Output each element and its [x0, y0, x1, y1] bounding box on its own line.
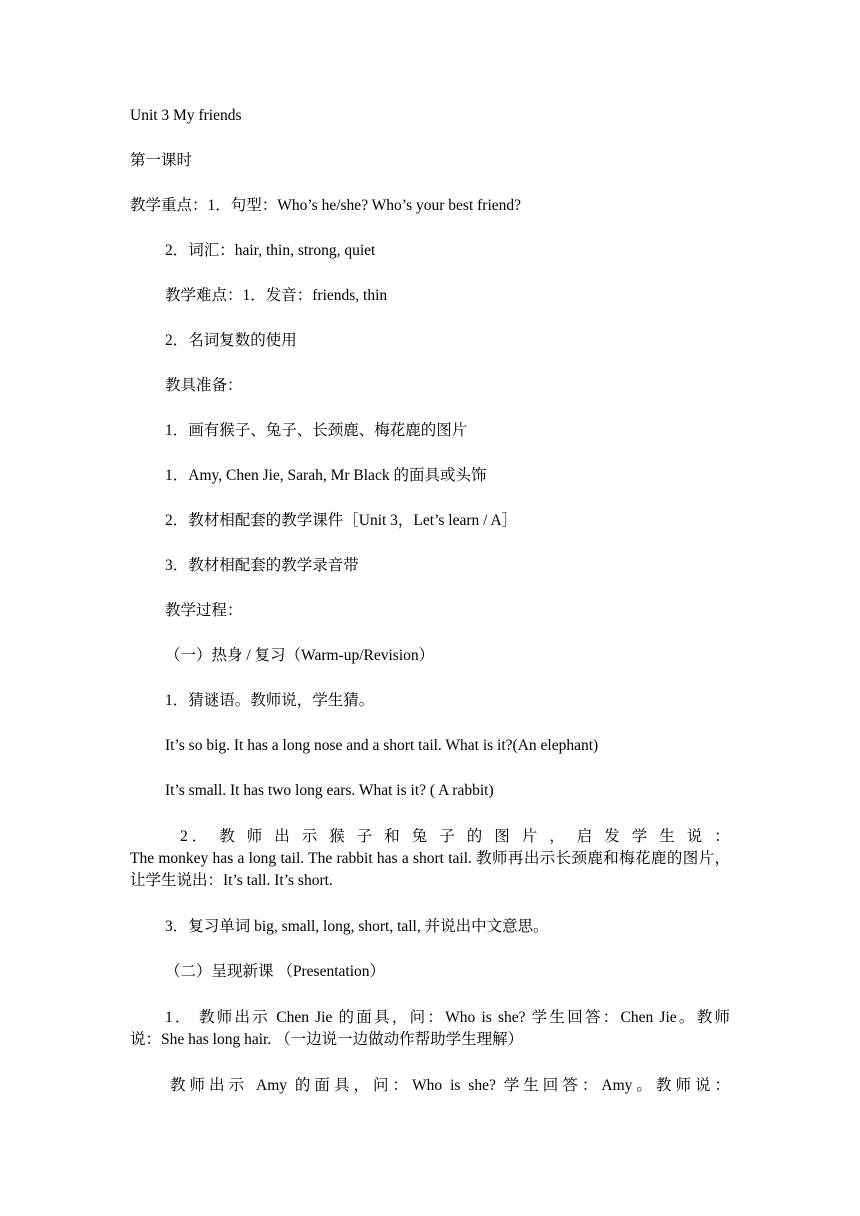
prep-item-3: 2．教材相配套的教学课件［Unit 3，Let’s learn / A］	[165, 512, 518, 529]
paragraph-chenjie-first-line: 1． 教师出示 Chen Jie 的面具，问：Who is she? 学生回答：Chen Jie。教师	[165, 1009, 730, 1026]
riddle-intro: 1．猜谜语。教师说，学生猜。	[165, 692, 375, 709]
paragraph-pictures-first-line: 2． 教 师 出 示 猴 子 和 兔 子 的 图 片 ， 启 发 学 生 说 ：	[180, 828, 730, 845]
section-warmup-heading: （一）热身 / 复习（Warm-up/Revision）	[165, 647, 435, 664]
prep-heading: 教具准备：	[165, 377, 243, 394]
document-title: Unit 3 My friends	[130, 107, 242, 124]
prep-item-4: 3．教材相配套的教学录音带	[165, 557, 359, 574]
paragraph-pictures-rest: The monkey has a long tail. The rabbit has a short tail. 教师再出示长颈鹿和梅花鹿的图片，让学生说出：It’s tall. It’s short.	[130, 850, 730, 889]
paragraph-chenjie-rest: 说：She has long hair. （一边说一边做动作帮助学生理解）	[130, 1031, 524, 1048]
paragraph-pictures	[130, 826, 730, 892]
prep-item-2: 1．Amy, Chen Jie, Sarah, Mr Black 的面具或头饰	[165, 467, 487, 484]
lesson-label: 第一课时	[130, 152, 193, 169]
key-points-line: 教学重点：1．句型：Who’s he/she? Who’s your best friend?	[130, 197, 522, 214]
difficulty-line: 教学难点：1．发音：friends, thin	[165, 287, 388, 304]
plural-line: 2．名词复数的使用	[165, 332, 297, 349]
paragraph-chenjie	[130, 1007, 730, 1051]
paragraph-amy	[130, 1075, 730, 1097]
vocab-line: 2．词汇：hair, thin, strong, quiet	[165, 242, 376, 259]
riddle-elephant: It’s so big. It has a long nose and a short tail. What is it?(An elephant)	[165, 737, 599, 754]
review-line: 3．复习单词 big, small, long, short, tall, 并说出中文意思。	[165, 918, 549, 935]
process-heading: 教学过程：	[165, 602, 243, 619]
prep-item-1: 1．画有猴子、兔子、长颈鹿、梅花鹿的图片	[165, 422, 468, 439]
paragraph-amy-first-line: 教师出示 Amy 的面具，问：Who is she? 学生回答：Amy。教师说：	[170, 1077, 730, 1094]
section-presentation-heading: （二）呈现新课 （Presentation）	[165, 963, 385, 980]
riddle-rabbit: It’s small. It has two long ears. What is it? ( A rabbit)	[165, 782, 494, 799]
